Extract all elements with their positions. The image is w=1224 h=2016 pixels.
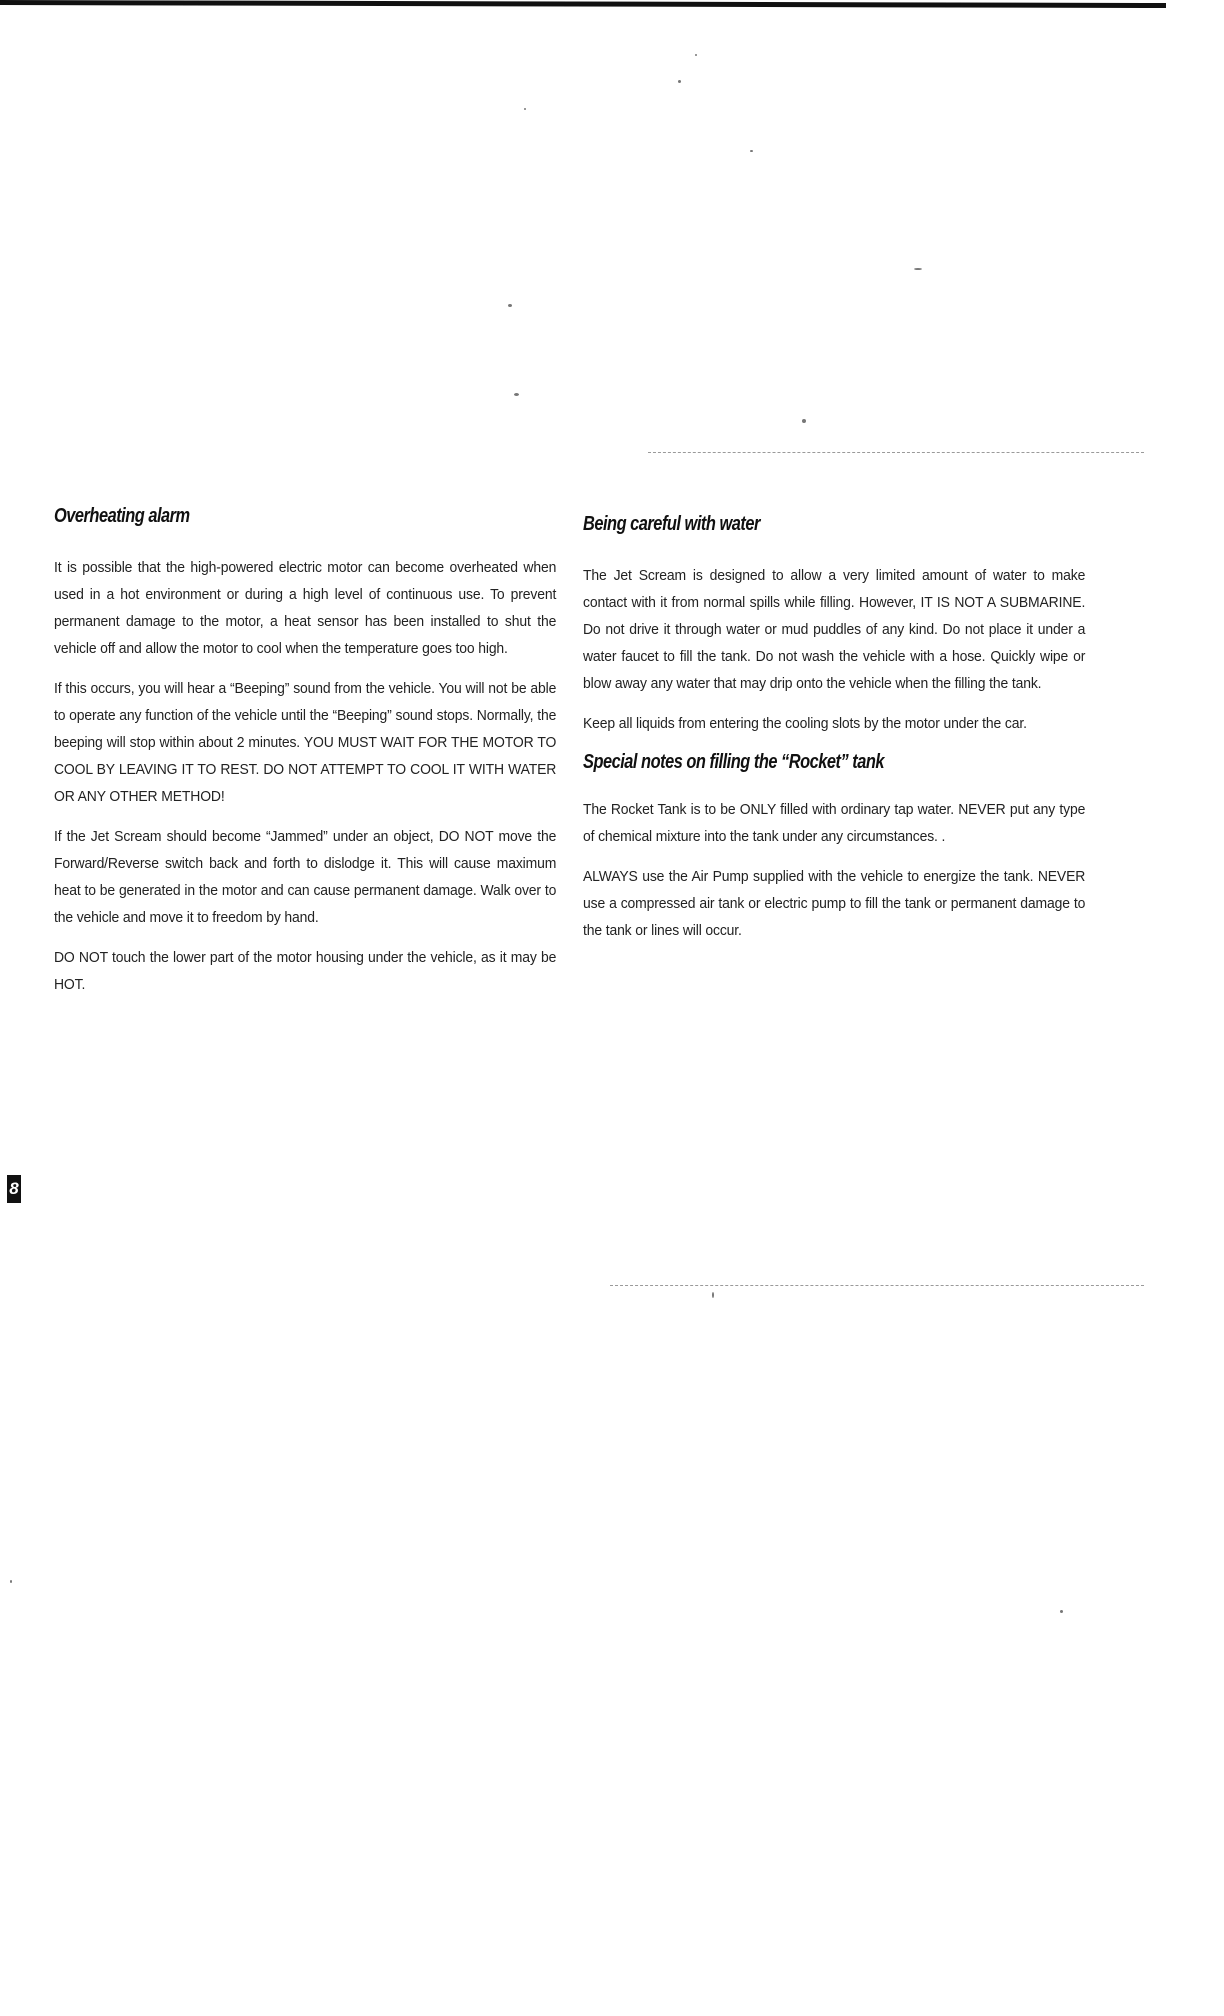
page-number-tab: 8	[7, 1175, 21, 1203]
scan-speck	[1060, 1610, 1063, 1613]
right-column	[583, 513, 1088, 957]
scan-speck	[514, 393, 519, 396]
overheating-heading: Overheating alarm	[54, 505, 190, 527]
overheating-paragraph: If the Jet Scream should become “Jammed” under an object, DO NOT move the Forward/Reverse switch back and forth to dislodge it. This will cause maximum heat to be generated in the motor and can cause permanent damage. Walk over to the vehicle and move it to freedom by hand.	[54, 828, 557, 926]
scan-line	[610, 1285, 1144, 1286]
rocket-tank-paragraph: ALWAYS use the Air Pump supplied with the vehicle to energize the tank. NEVER use a compressed air tank or electric pump to fill the tank or permanent damage to the tank or lines will occur.	[583, 868, 1086, 939]
top-rule	[0, 0, 1166, 8]
scan-speck	[524, 108, 526, 110]
rocket-tank-paragraph: The Rocket Tank is to be ONLY filled with ordinary tap water. NEVER put any type of chemical mixture into the tank under any circumstances. .	[583, 801, 1086, 845]
scan-speck	[678, 80, 681, 83]
left-column	[54, 505, 559, 1011]
scan-speck	[695, 54, 697, 56]
scan-speck	[508, 304, 512, 307]
overheating-paragraph: If this occurs, you will hear a “Beeping” sound from the vehicle. You will not be able to operate any function of the vehicle until the “Beeping” sound stops. Normally, the beeping will stop within about 2 minutes. YOU MUST WAIT FOR THE MOTOR TO COOL BY LEAVING IT TO REST. DO NOT ATTEMPT TO COOL IT WITH WATER OR ANY OTHER METHOD!	[54, 680, 557, 805]
scan-speck	[914, 268, 922, 270]
overheating-paragraph: It is possible that the high-powered electric motor can become overheated when used in a hot environment or during a high level of continuous use. To prevent permanent damage to the motor, a heat sensor has been installed to shut the vehicle off and allow the motor to cool when the temperature goes too high.	[54, 559, 557, 657]
water-heading: Being careful with water	[583, 513, 760, 535]
scan-speck	[802, 419, 806, 423]
water-paragraph: Keep all liquids from entering the cooling slots by the motor under the car.	[583, 715, 1027, 732]
scan-line	[648, 452, 1144, 453]
scan-speck	[712, 1292, 714, 1298]
rocket-tank-heading: Special notes on filling the “Rocket” tank	[583, 751, 885, 773]
water-paragraph: The Jet Scream is designed to allow a very limited amount of water to make contact with it from normal spills while filling. However, IT IS NOT A SUBMARINE. Do not drive it through water or mud puddles of any kind. Do not place it under a water faucet to fill the tank. Do not wash the vehicle with a hose. Quickly wipe or blow away any water that may drip onto the vehicle when the filling the tank.	[583, 567, 1086, 692]
overheating-paragraph: DO NOT touch the lower part of the motor housing under the vehicle, as it may be HOT.	[54, 949, 557, 993]
overheating-section	[54, 505, 559, 998]
scan-speck	[750, 150, 753, 152]
rocket-tank-section	[583, 751, 1088, 944]
water-section	[583, 513, 1088, 737]
scan-speck	[10, 1580, 12, 1583]
